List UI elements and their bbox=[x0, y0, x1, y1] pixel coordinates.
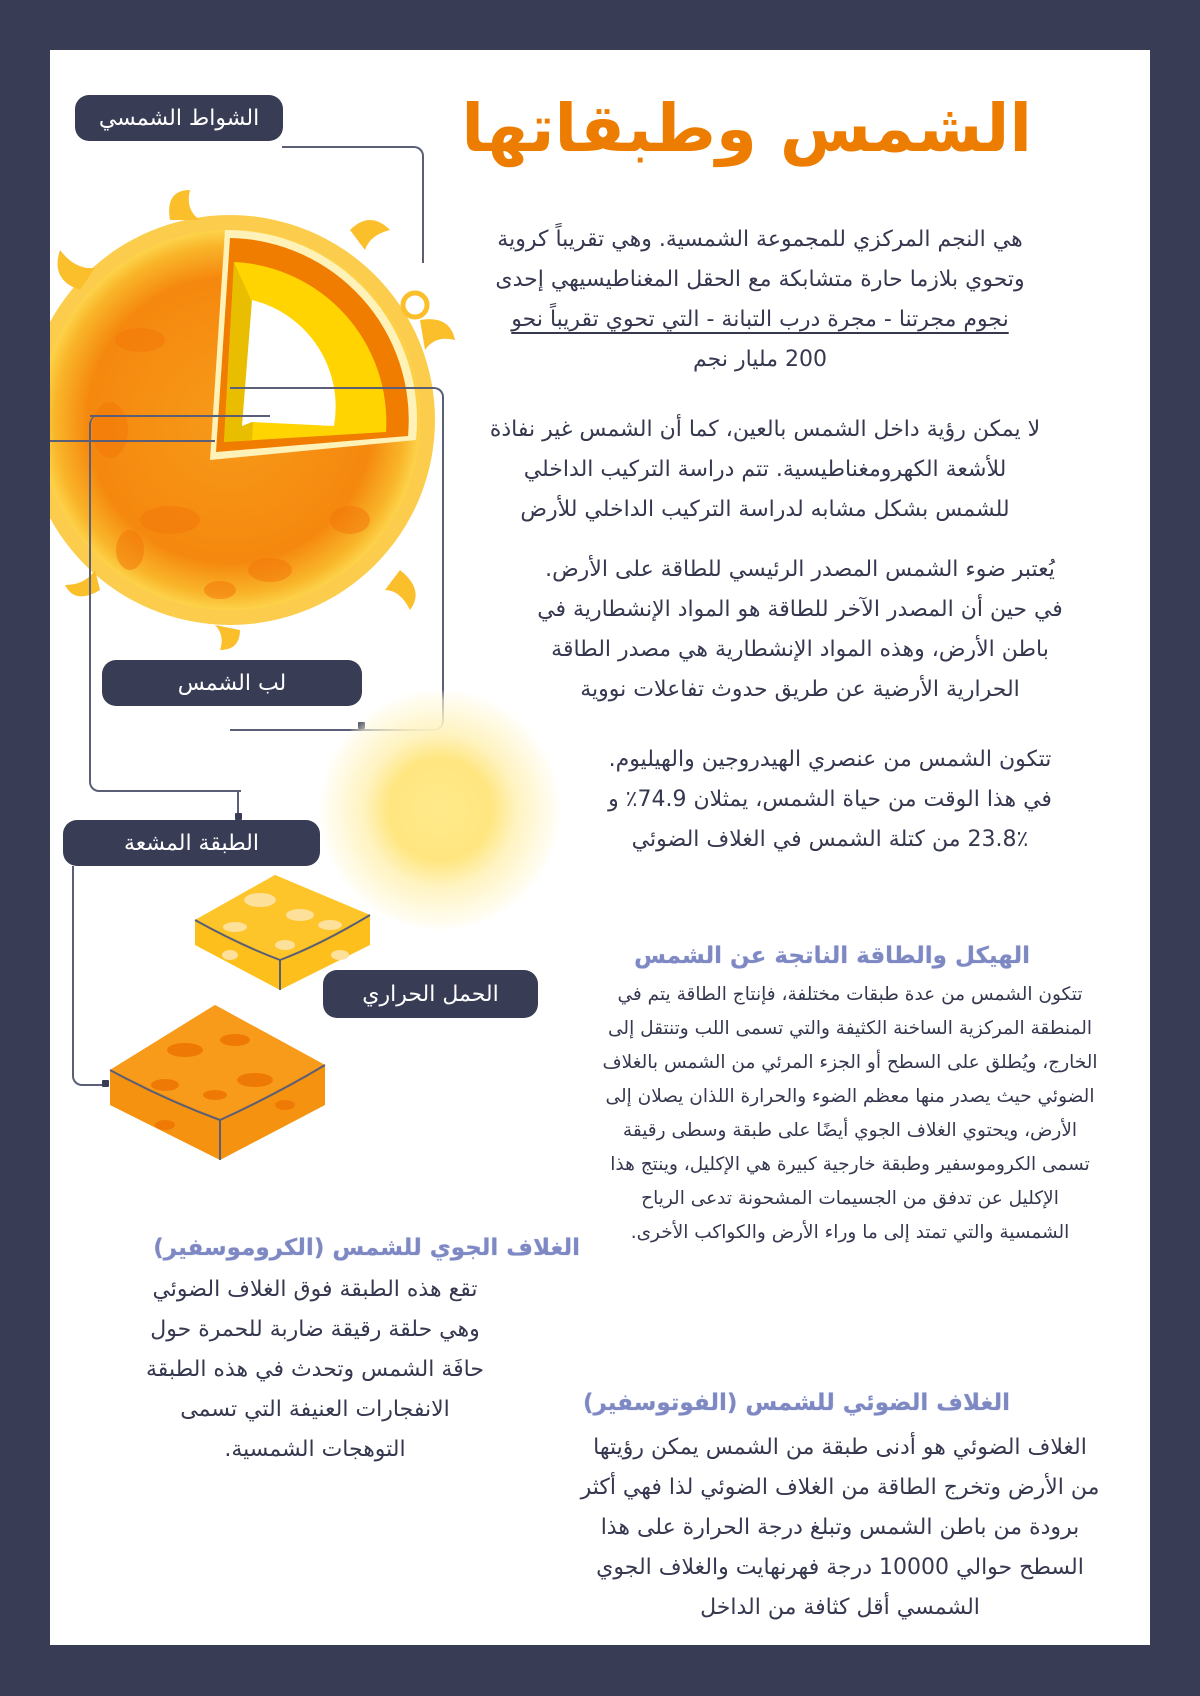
connector-radiative bbox=[89, 415, 241, 792]
label-convection-zone-text: الحمل الحراري bbox=[362, 981, 499, 1007]
photosphere-paragraph bbox=[530, 1428, 1150, 1628]
text-line: تقع هذه الطبقة فوق الغلاف الضوئي bbox=[152, 1277, 478, 1302]
chromosphere-heading: الغلاف الجوي للشمس (الكروموسفير) bbox=[153, 1235, 580, 1261]
text-line: السطح حوالي 10000 درجة فهرنهايت والغلاف الجوي bbox=[596, 1555, 1084, 1580]
label-solar-flare bbox=[75, 95, 283, 141]
text-line: المنطقة المركزية الساخنة الكثيفة والتي تسمى اللب وتنتقل إلى bbox=[608, 1018, 1092, 1039]
text-line: هي النجم المركزي للمجموعة الشمسية. وهي تقريباً كروية bbox=[497, 227, 1023, 252]
text-line: الأرض، ويحتوي الغلاف الجوي أيضًا على طبقة وسطى رقيقة bbox=[622, 1120, 1078, 1141]
text-line: تسمى الكروموسفير وطبقة خارجية كبيرة هي الإكليل، وينتج هذا bbox=[610, 1154, 1090, 1175]
chromosphere-paragraph bbox=[80, 1270, 550, 1470]
text-line: في هذا الوقت من حياة الشمس، يمثلان 74.9٪ و bbox=[608, 787, 1052, 812]
text-line: يُعتبر ضوء الشمس المصدر الرئيسي للطاقة على الأرض. bbox=[545, 557, 1055, 582]
convection-layer-block-icon bbox=[105, 995, 330, 1165]
text-line: الغلاف الضوئي هو أدنى طبقة من الشمس يمكن رؤيتها bbox=[593, 1435, 1087, 1460]
text-line: الحرارية الأرضية عن طريق حدوث تفاعلات نووية bbox=[580, 677, 1020, 702]
label-convection-zone bbox=[323, 970, 538, 1018]
text-line: من الأرض وتخرج الطاقة من الغلاف الضوئي لذا فهي أكثر bbox=[580, 1475, 1100, 1500]
text-line: تتكون الشمس من عدة طبقات مختلفة، فإنتاج الطاقة يتم في bbox=[617, 984, 1083, 1005]
energy-paragraph bbox=[480, 550, 1120, 710]
text-line: التوهجات الشمسية. bbox=[224, 1437, 406, 1462]
structure-heading: الهيكل والطاقة الناتجة عن الشمس bbox=[634, 943, 1030, 969]
text-line: 23.8٪ من كتلة الشمس في الغلاف الضوئي bbox=[631, 827, 1029, 852]
interior-paragraph bbox=[420, 410, 1110, 530]
text-line: الشمسي أقل كثافة من الداخل bbox=[700, 1595, 980, 1620]
text-line: للأشعة الكهرومغناطيسية. تتم دراسة التركيب الداخلي bbox=[523, 457, 1007, 482]
label-radiative-zone-text: الطبقة المشعة bbox=[124, 830, 259, 856]
text-line: الخارج، ويُطلق على السطح أو الجزء المرئي من الشمس بالغلاف bbox=[602, 1052, 1098, 1073]
label-radiative-zone bbox=[63, 820, 320, 866]
composition-paragraph bbox=[530, 740, 1130, 860]
page-title: الشمس وطبقاتها bbox=[461, 90, 1032, 167]
intro-paragraph bbox=[420, 220, 1100, 380]
text-line: الضوئي حيث يصدر منها معظم الضوء والحرارة اللذان يصلان إلى bbox=[605, 1086, 1095, 1107]
connector-solar-flare bbox=[282, 146, 424, 263]
text-line: وتحوي بلازما حارة متشابكة مع الحقل المغناطيسيهي إحدى bbox=[495, 267, 1025, 292]
connector-dot bbox=[235, 813, 242, 820]
text-line: نجوم مجرتنا - مجرة درب التبانة - التي تحوي تقريباً نحو bbox=[511, 307, 1009, 332]
connector-convection bbox=[72, 866, 104, 1086]
text-line: 200 مليار نجم bbox=[693, 347, 827, 372]
text-line: تتكون الشمس من عنصري الهيدروجين والهيليوم. bbox=[608, 747, 1052, 772]
photosphere-heading: الغلاف الضوئي للشمس (الفوتوسفير) bbox=[582, 1390, 1010, 1416]
text-line: لا يمكن رؤية داخل الشمس بالعين، كما أن الشمس غير نفاذة bbox=[489, 417, 1041, 442]
connector-convection-top bbox=[50, 440, 215, 444]
text-line: الشمسية والتي تمتد إلى ما وراء الأرض والكواكب الأخرى. bbox=[630, 1222, 1070, 1243]
label-solar-flare-text: الشواط الشمسي bbox=[98, 105, 260, 131]
structure-paragraph bbox=[550, 978, 1150, 1250]
text-line: حافَة الشمس وتحدث في هذه الطبقة bbox=[146, 1357, 484, 1382]
text-line: للشمس بشكل مشابه لدراسة التركيب الداخلي للأرض bbox=[520, 497, 1010, 522]
text-line: في حين أن المصدر الآخر للطاقة هو المواد الإنشطارية في bbox=[537, 597, 1063, 622]
text-line: باطن الأرض، وهذه المواد الإنشطارية هي مصدر الطاقة bbox=[551, 637, 1049, 662]
text-line: الإكليل عن تدفق من الجسيمات المشحونة تدعى الرياح bbox=[641, 1188, 1059, 1209]
text-line: وهي حلقة رقيقة ضاربة للحمرة حول bbox=[150, 1317, 480, 1342]
text-line: الانفجارات العنيفة التي تسمى bbox=[180, 1397, 450, 1422]
infographic-page bbox=[50, 50, 1150, 1645]
text-line: برودة من باطن الشمس وتبلغ درجة الحرارة على هذا bbox=[600, 1515, 1080, 1540]
label-core-text: لب الشمس bbox=[177, 670, 287, 696]
